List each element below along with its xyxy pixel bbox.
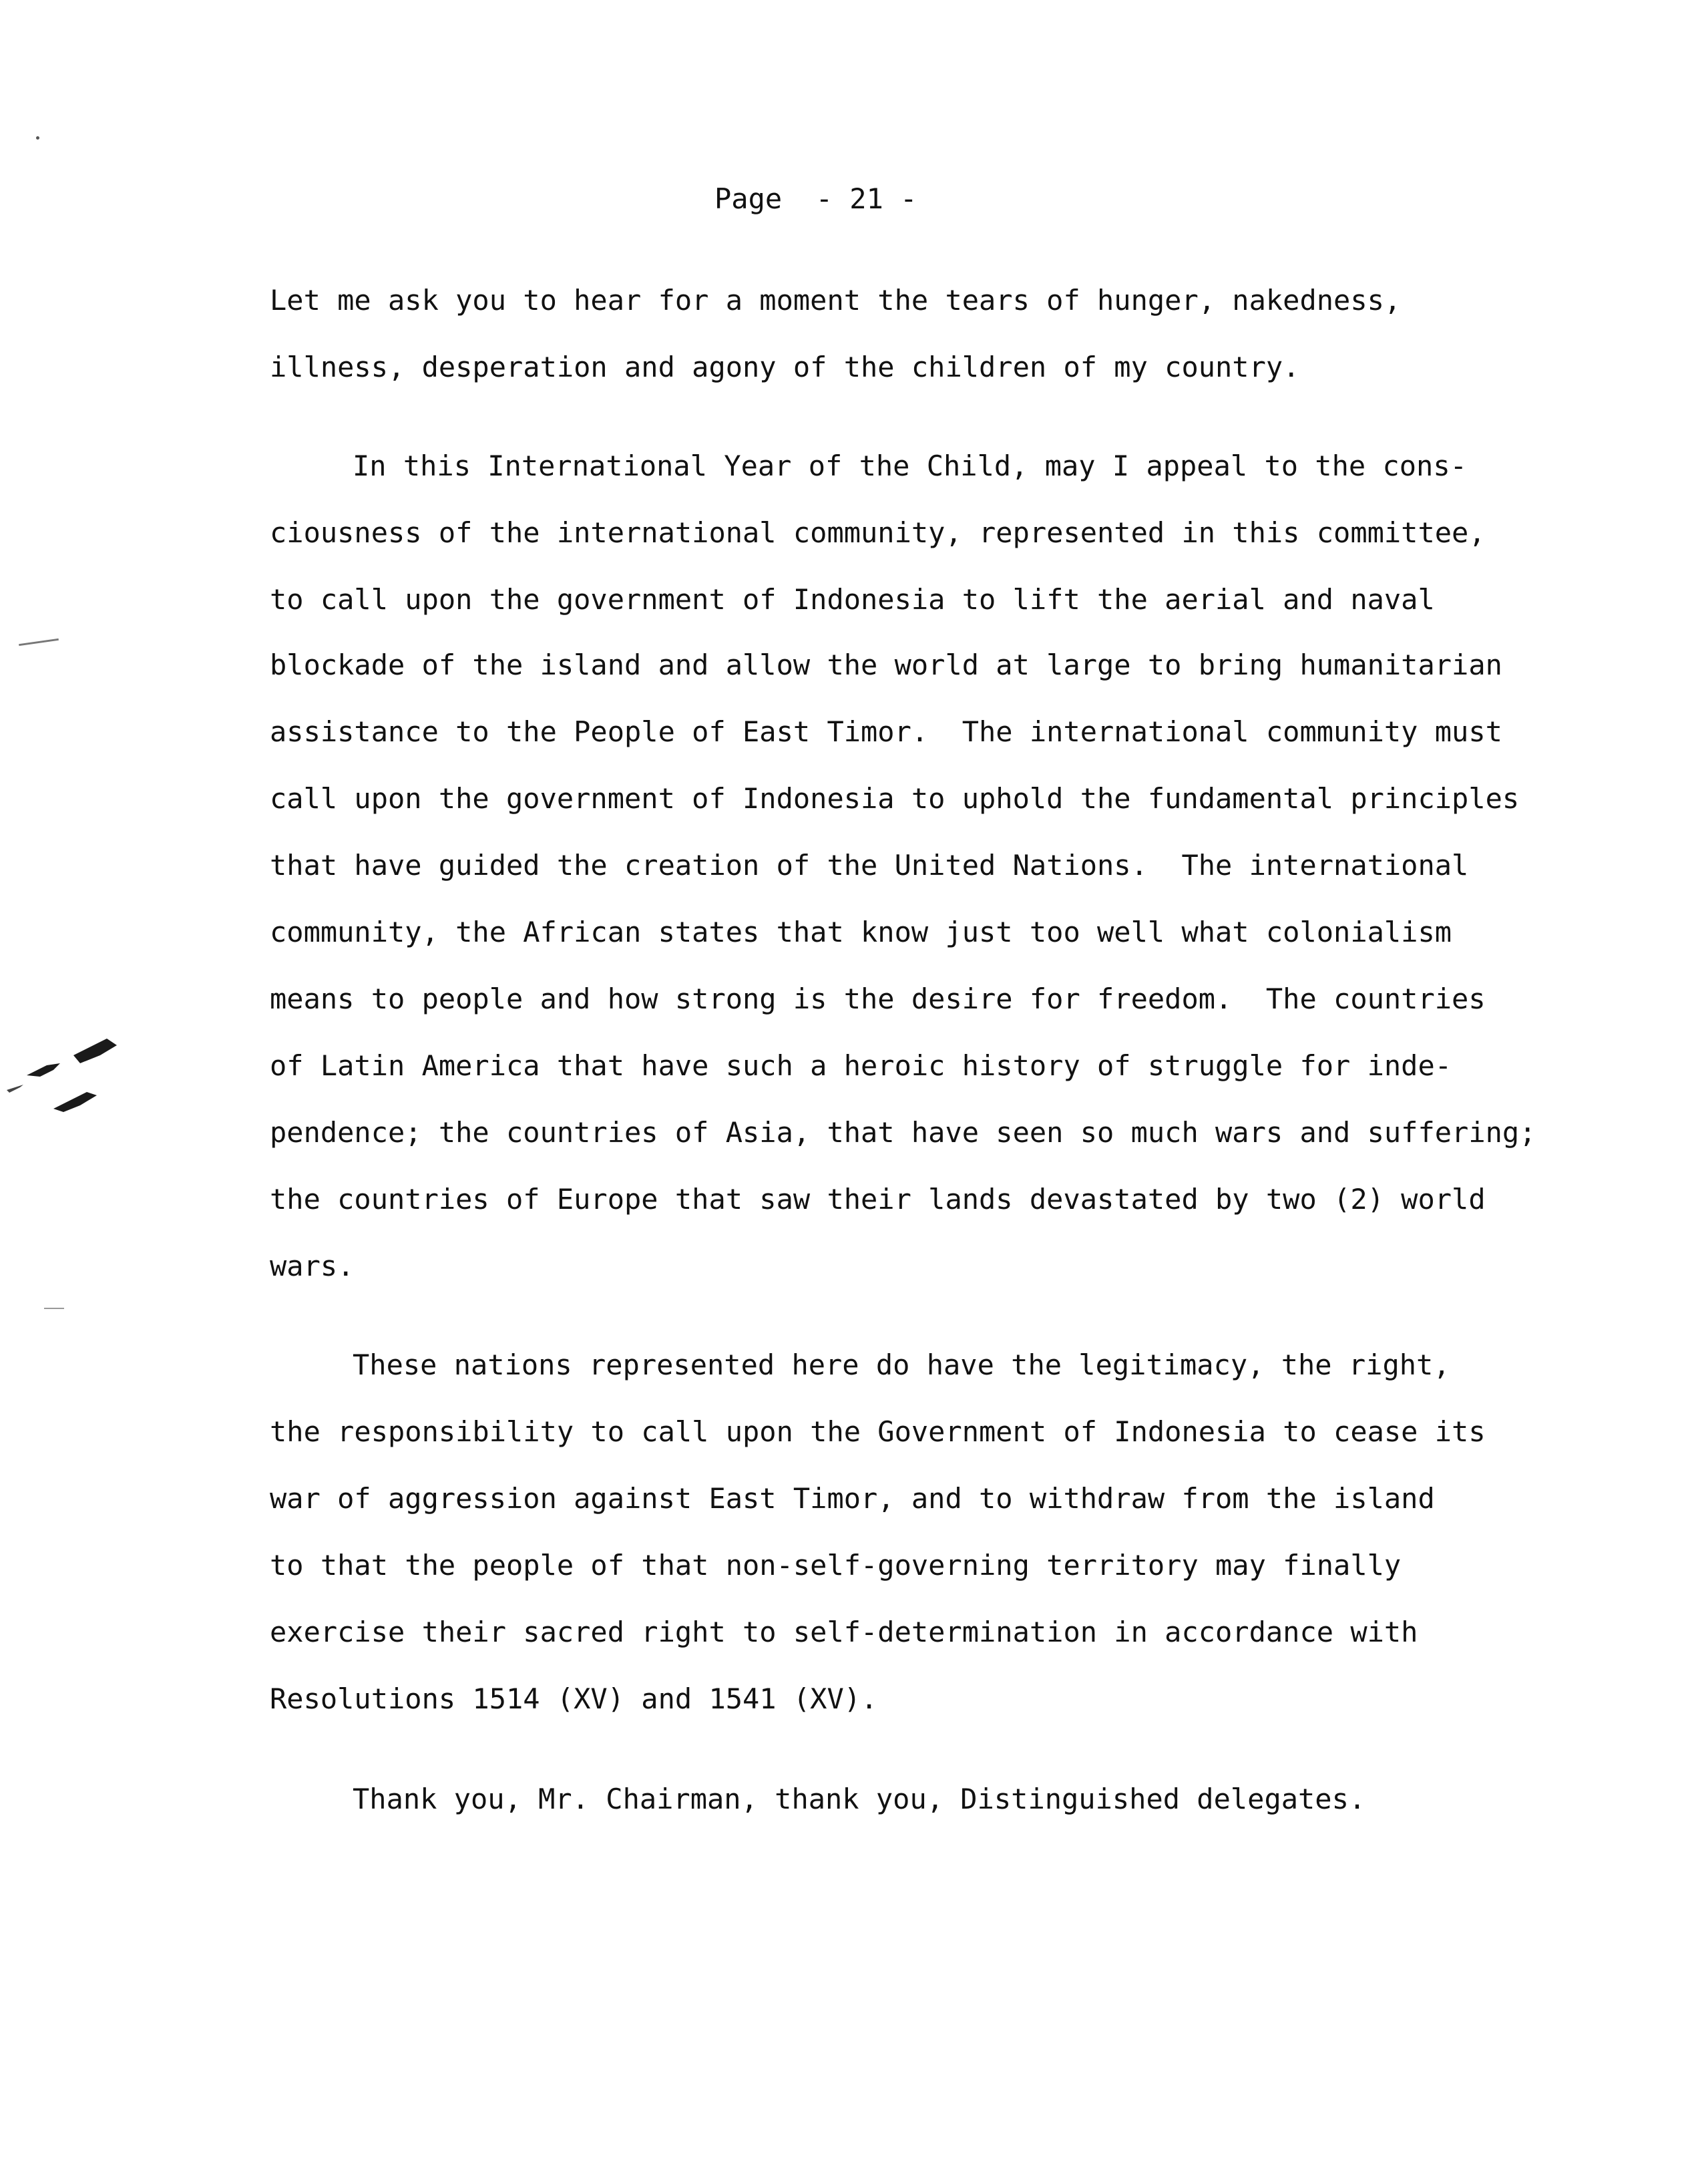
text-line: Thank you, Mr. Chairman, thank you, Distinguished delegates. — [353, 1783, 1366, 1815]
text-line: means to people and how strong is the desire for freedom. The countries — [270, 982, 1486, 1015]
text-line: illness, desperation and agony of the children of my country. — [270, 351, 1300, 383]
text-line: ciousness of the international community, represented in this committee, — [270, 516, 1486, 549]
text-line: the responsibility to call upon the Government of Indonesia to cease its — [270, 1415, 1486, 1448]
scan-speck — [44, 1308, 64, 1309]
text-line: war of aggression against East Timor, and to withdraw from the island — [270, 1482, 1435, 1515]
text-line: assistance to the People of East Timor. The international community must — [270, 715, 1502, 748]
text-line: exercise their sacred right to self-determination in accordance with — [270, 1616, 1418, 1648]
text-line: In this International Year of the Child, may I appeal to the cons- — [353, 449, 1467, 482]
text-line: blockade of the island and allow the world at large to bring humanitarian — [270, 649, 1502, 681]
text-line: Let me ask you to hear for a moment the tears of hunger, nakedness, — [270, 284, 1402, 317]
text-line: to that the people of that non-self-governing territory may finally — [270, 1549, 1402, 1582]
text-line: pendence; the countries of Asia, that have seen so much wars and suffering; — [270, 1116, 1536, 1149]
smudge-mark — [7, 1085, 23, 1093]
page-number: Page - 21 - — [714, 182, 917, 215]
text-line: the countries of Europe that saw their lands devastated by two (2) world — [270, 1183, 1486, 1216]
text-line: Resolutions 1514 (XV) and 1541 (XV). — [270, 1682, 878, 1715]
smudge-mark — [73, 1039, 117, 1063]
smudge-mark — [53, 1092, 97, 1112]
text-line: wars. — [270, 1250, 355, 1282]
text-line: that have guided the creation of the United Nations. The international — [270, 849, 1469, 882]
text-line: community, the African states that know just too well what colonialism — [270, 916, 1452, 948]
scan-smudge — [0, 1029, 134, 1162]
scan-speck — [19, 639, 59, 646]
scan-speck — [36, 136, 39, 140]
text-line: to call upon the government of Indonesia to lift the aerial and naval — [270, 583, 1435, 616]
text-line: of Latin America that have such a heroic history of struggle for inde- — [270, 1049, 1452, 1082]
text-line: call upon the government of Indonesia to uphold the fundamental principles — [270, 782, 1520, 815]
text-line: These nations represented here do have the legitimacy, the right, — [353, 1348, 1450, 1381]
smudge-mark — [27, 1063, 60, 1077]
